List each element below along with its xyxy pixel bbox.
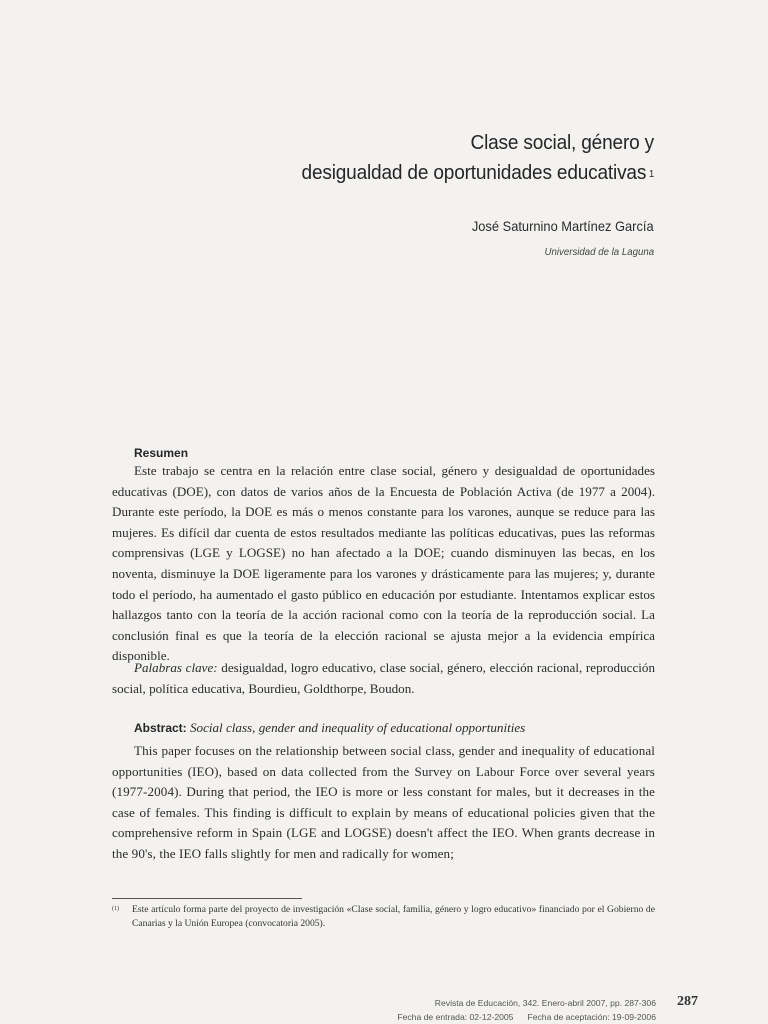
footnote [112,903,655,931]
resumen-text: Este trabajo se centra en la relación entre clase social, género y desigualdad de oportunidades educativas (DOE), con datos de varios años de la Encuesta de Población Activa (de 1977 a 2004). Durante este período, la DOE es más o menos constante para los varones, aunque se reduce para las mujeres. Es difícil dar cuenta de estos resultados mediante las políticas educativas, pues las reformas comprensivas (LGE y LOGSE) no han afectado a la DOE; cuando disminuyen las becas, en los noventa, disminuye la DOE ligeramente para los varones y drásticamente para las mujeres; y, durante todo el período, ha aumentado el gasto público en educación por estudiante. Intentamos explicar estos hallazgos tanto con la teoría de la acción racional como con la teoría de la reproducción social. La conclusión final es que la teoría de la elección racional se ajusta mejor a la evidencia empírica disponible. [112,463,655,664]
keywords-section [112,658,655,699]
title-footnote-mark: 1 [649,169,654,180]
title-line-2-text: desigualdad de oportunidades educativas [301,161,647,184]
abstract-text: This paper focuses on the relationship between social class, gender and inequality of educational opportunities (IEO), based on data collected from the Survey on Labour Force over several years (1977-2004). During that period, the IEO is more or less constant for males, but it decreases in the case of females. This finding is difficult to explain by means of educational policies given that the comprehensive reform in Spain (LGE and LOGSE) doesn't affect the IEO. When grants decrease in the 90's, the IEO falls slightly for men and radically for women; [112,743,655,861]
submission-dates [397,1010,656,1024]
page-number: 287 [677,994,698,1009]
keywords-paragraph [112,658,655,699]
journal-citation: Revista de Educación, 342. Enero-abril 2007, pp. 287-306 [434,998,656,1008]
title-line-2 [302,158,654,188]
abstract-section [112,741,655,865]
title-line-1: Clase social, género y [470,131,654,154]
keywords-label: Palabras clave: [134,660,218,675]
received-date: Fecha de entrada: 02-12-2005 [397,1012,514,1022]
abstract-heading-line [134,720,525,736]
author-name: José Saturnino Martínez García [472,218,654,234]
abstract-label: Abstract: [134,721,187,735]
resumen-heading: Resumen [134,446,189,460]
footnote-text: Este artículo forma parte del proyecto de investigación «Clase social, familia, género y logro educativo» financiado por el Gobierno de Canarias y la Unión Europea (convocatoria 2005). [132,904,655,929]
footnote-mark: (1) [112,906,119,912]
keywords-text: desigualdad, logro educativo, clase social, género, elección racional, reproducción social, política educativa, Bourdieu, Goldthorpe, Boudon. [112,660,655,696]
resumen-section [112,461,655,667]
accepted-date: Fecha de aceptación: 19-09-2006 [527,1012,656,1022]
abstract-title: Social class, gender and inequality of educational opportunities [189,720,526,735]
footnote-divider [112,898,302,899]
article-title [302,128,654,188]
page-footer [397,996,656,1024]
author-affiliation: Universidad de la Laguna [544,246,654,258]
